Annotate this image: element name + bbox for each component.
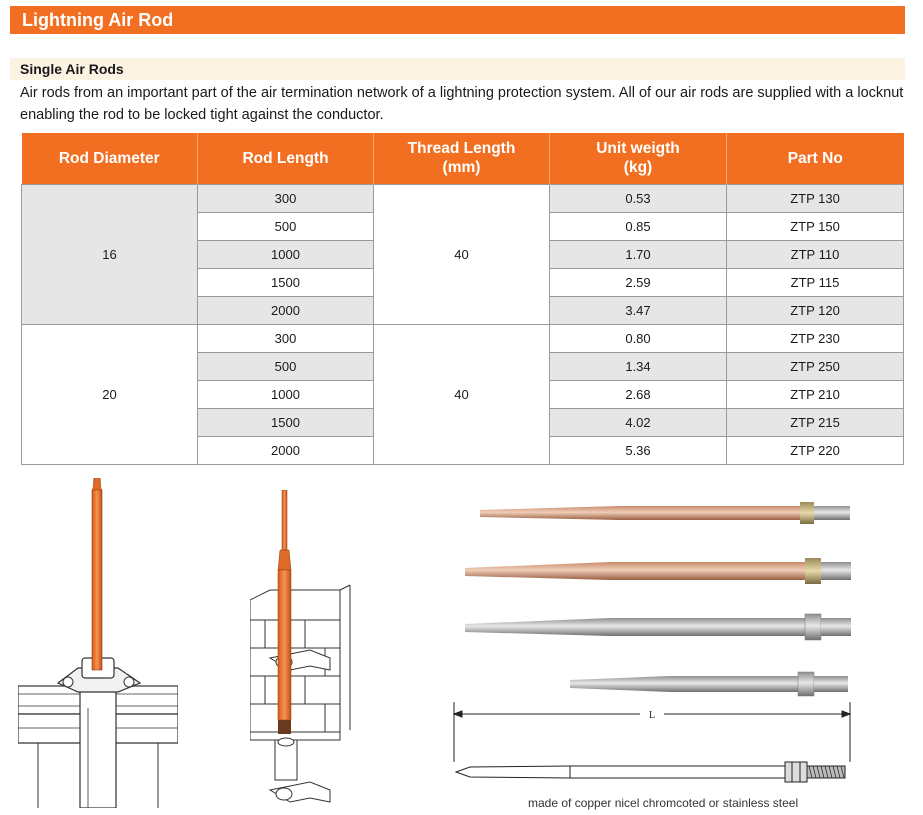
cell-part: ZTP 215 xyxy=(727,408,904,436)
cell-part: ZTP 120 xyxy=(727,296,904,324)
cell-weight: 3.47 xyxy=(550,296,727,324)
col-unit-weight: Unit weigth (kg) xyxy=(550,133,727,184)
cell-length: 2000 xyxy=(198,436,374,464)
wall-mount-air-rod-illustration xyxy=(250,490,360,812)
table-row xyxy=(22,184,904,212)
cell-length: 300 xyxy=(198,184,374,212)
cell-weight: 1.34 xyxy=(550,352,727,380)
cell-part: ZTP 250 xyxy=(727,352,904,380)
cell-weight: 0.80 xyxy=(550,324,727,352)
section-title-bar xyxy=(10,6,905,34)
cell-length: 2000 xyxy=(198,296,374,324)
subheading-bar xyxy=(10,58,905,80)
cell-diameter: 20 xyxy=(22,324,198,464)
cell-weight: 2.68 xyxy=(550,380,727,408)
cell-weight: 4.02 xyxy=(550,408,727,436)
copper-rod-20mm xyxy=(465,558,851,584)
cell-weight: 1.70 xyxy=(550,240,727,268)
cell-part: ZTP 110 xyxy=(727,240,904,268)
cell-weight: 2.59 xyxy=(550,268,727,296)
cell-part: ZTP 220 xyxy=(727,436,904,464)
cell-length: 300 xyxy=(198,324,374,352)
cell-length: 500 xyxy=(198,352,374,380)
cell-length: 1500 xyxy=(198,408,374,436)
cell-length: 500 xyxy=(198,212,374,240)
col-rod-length: Rod Length xyxy=(198,133,374,184)
steel-rod-short xyxy=(570,672,848,696)
page-title: Lightning Air Rod xyxy=(22,10,174,30)
subheading: Single Air Rods xyxy=(20,61,124,77)
table-row xyxy=(22,324,904,352)
figure-caption: made of copper nicel chromcoted or stainless steel xyxy=(528,796,799,810)
cell-part: ZTP 150 xyxy=(727,212,904,240)
cell-weight: 0.53 xyxy=(550,184,727,212)
cell-thread: 40 xyxy=(374,324,550,464)
cell-part: ZTP 115 xyxy=(727,268,904,296)
cell-thread: 40 xyxy=(374,184,550,324)
intro-paragraph: Air rods from an important part of the air termination network of a lightning protection system. All of our air rods are supplied with a locknut enabling the rod to be locked tight against the conductor. xyxy=(20,85,904,123)
cell-part: ZTP 130 xyxy=(727,184,904,212)
cell-weight: 0.85 xyxy=(550,212,727,240)
cell-length: 1000 xyxy=(198,240,374,268)
table-header-row xyxy=(22,133,904,184)
copper-rod-16mm xyxy=(480,502,850,524)
cell-diameter: 16 xyxy=(22,184,198,324)
cell-part: ZTP 210 xyxy=(727,380,904,408)
steel-rod-long xyxy=(465,614,851,640)
roof-mount-air-rod-illustration xyxy=(18,478,178,808)
col-part-no: Part No xyxy=(727,133,904,184)
cell-part: ZTP 230 xyxy=(727,324,904,352)
col-rod-diameter: Rod Diameter xyxy=(22,133,198,184)
cell-length: 1500 xyxy=(198,268,374,296)
cell-weight: 5.36 xyxy=(550,436,727,464)
rod-line-drawing xyxy=(456,762,845,782)
col-thread-length: Thread Length (mm) xyxy=(374,133,550,184)
air-rod-spec-table xyxy=(21,133,904,465)
air-rod-product-drawings xyxy=(440,490,910,795)
cell-length: 1000 xyxy=(198,380,374,408)
dimension-label: L xyxy=(648,710,656,721)
